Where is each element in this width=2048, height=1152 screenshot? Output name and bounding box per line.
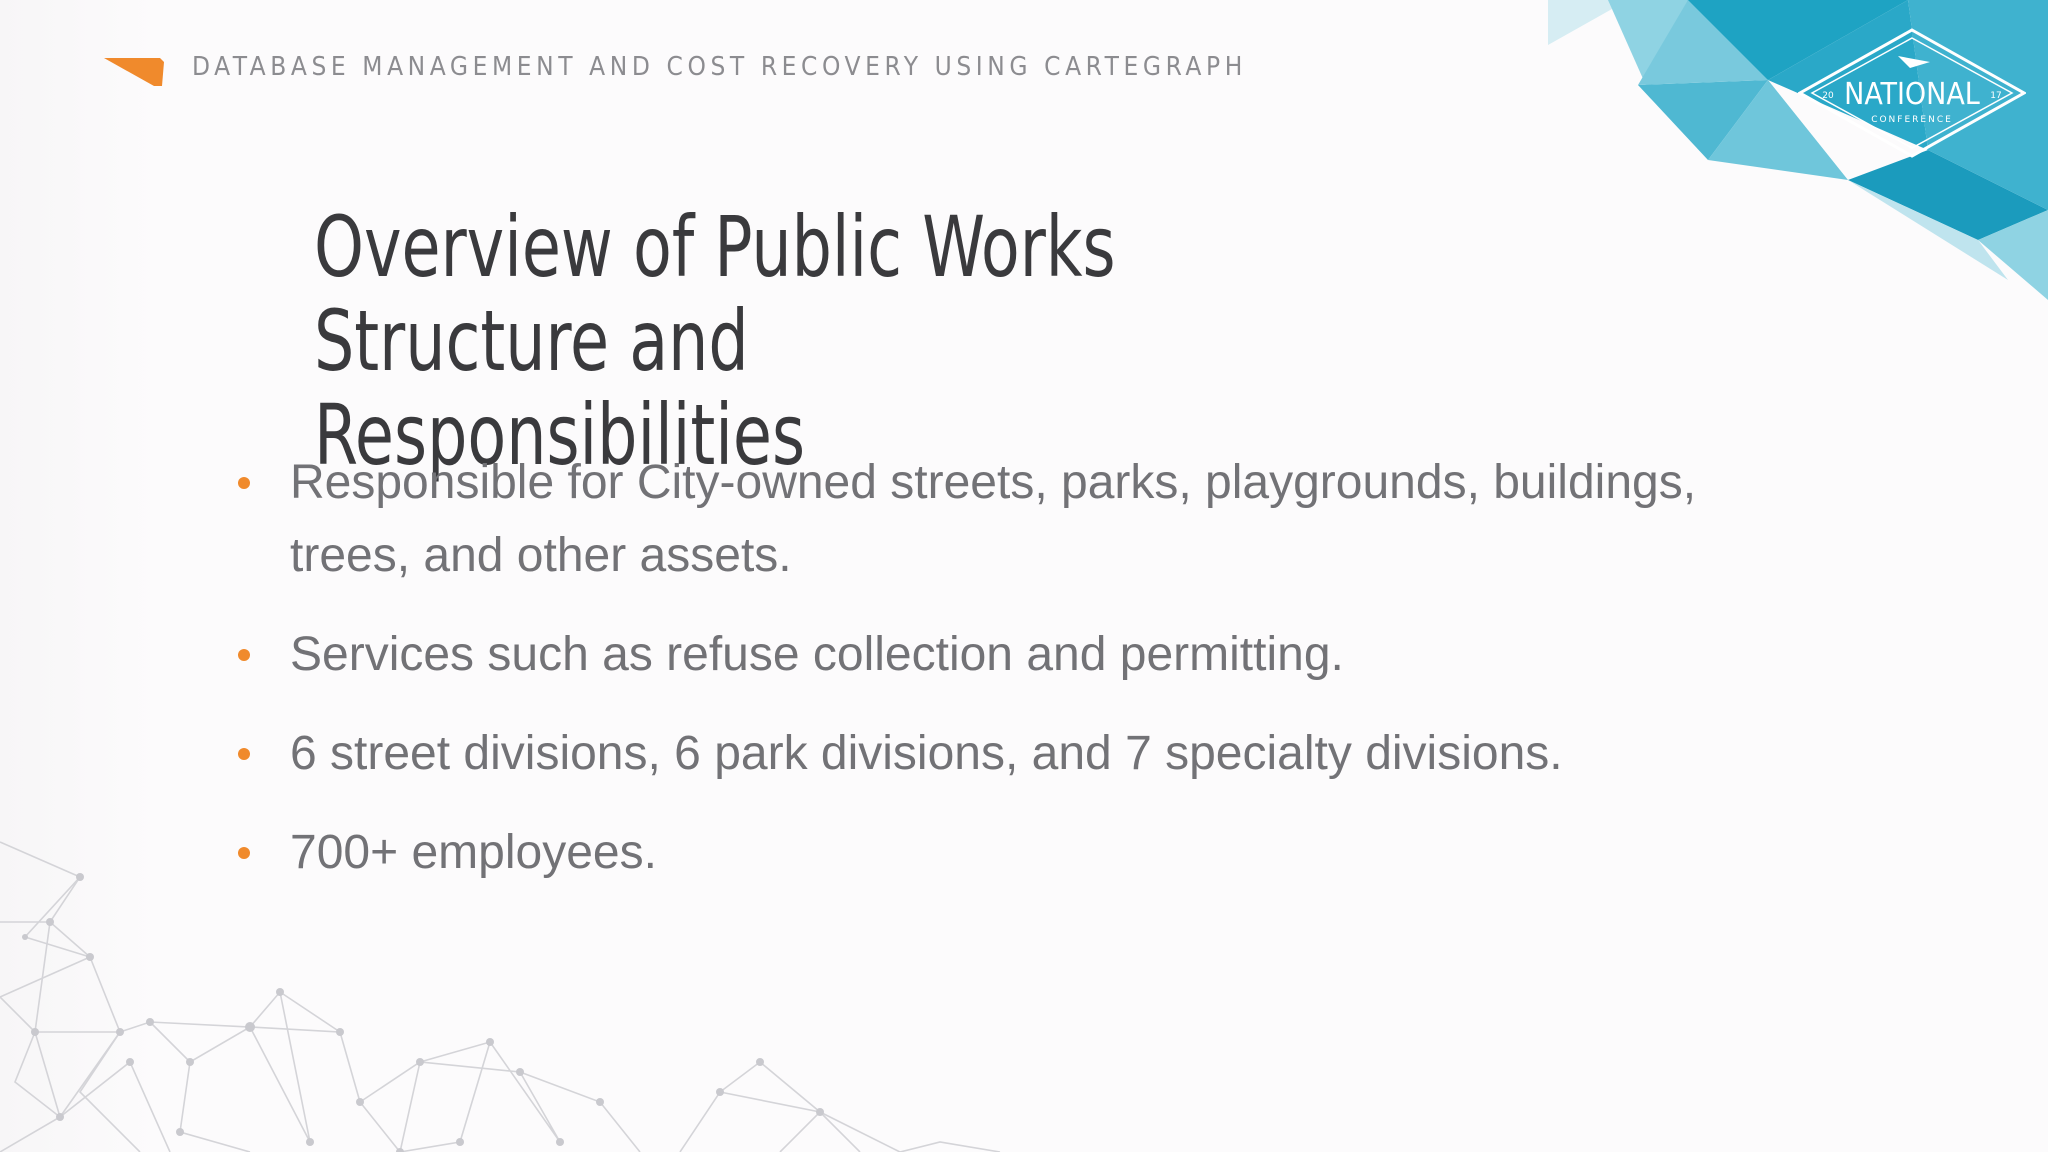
bullet-text-cont: trees, and other assets. — [290, 529, 792, 582]
bullet-text: 6 street divisions, 6 park divisions, and 7 specialty divisions. — [290, 727, 1563, 780]
bullet-text: Responsible for City-owned streets, parks, playgrounds, buildings, — [290, 456, 1697, 509]
national-conference-logo — [1798, 28, 2026, 158]
logo-year-left: 20 — [1822, 91, 1834, 101]
slide-title-line1: Overview of Public Works Structure and — [314, 198, 1116, 390]
bullet-dot-icon — [238, 649, 250, 661]
bullet-item — [238, 618, 1738, 691]
bullet-text: Services such as refuse collection and permitting. — [290, 628, 1344, 681]
bullet-list — [238, 446, 1738, 915]
bullet-text: 700+ employees. — [290, 826, 657, 879]
orange-flag-icon — [104, 58, 164, 88]
logo-name: NATIONAL — [1844, 77, 1980, 112]
bullet-item — [238, 446, 1738, 592]
bullet-item — [238, 717, 1738, 790]
logo-sub: CONFERENCE — [1871, 115, 1953, 125]
bullet-dot-icon — [238, 477, 250, 489]
slide-title — [314, 200, 1406, 482]
bullet-item — [238, 816, 1738, 889]
bullet-dot-icon — [238, 847, 250, 859]
header-text: DATABASE MANAGEMENT AND COST RECOVERY USING CARTEGRAPH — [192, 52, 1247, 82]
logo-year-right: 17 — [1990, 91, 2002, 101]
bullet-dot-icon — [238, 748, 250, 760]
slide-title-line2: Responsibilities — [314, 386, 806, 484]
